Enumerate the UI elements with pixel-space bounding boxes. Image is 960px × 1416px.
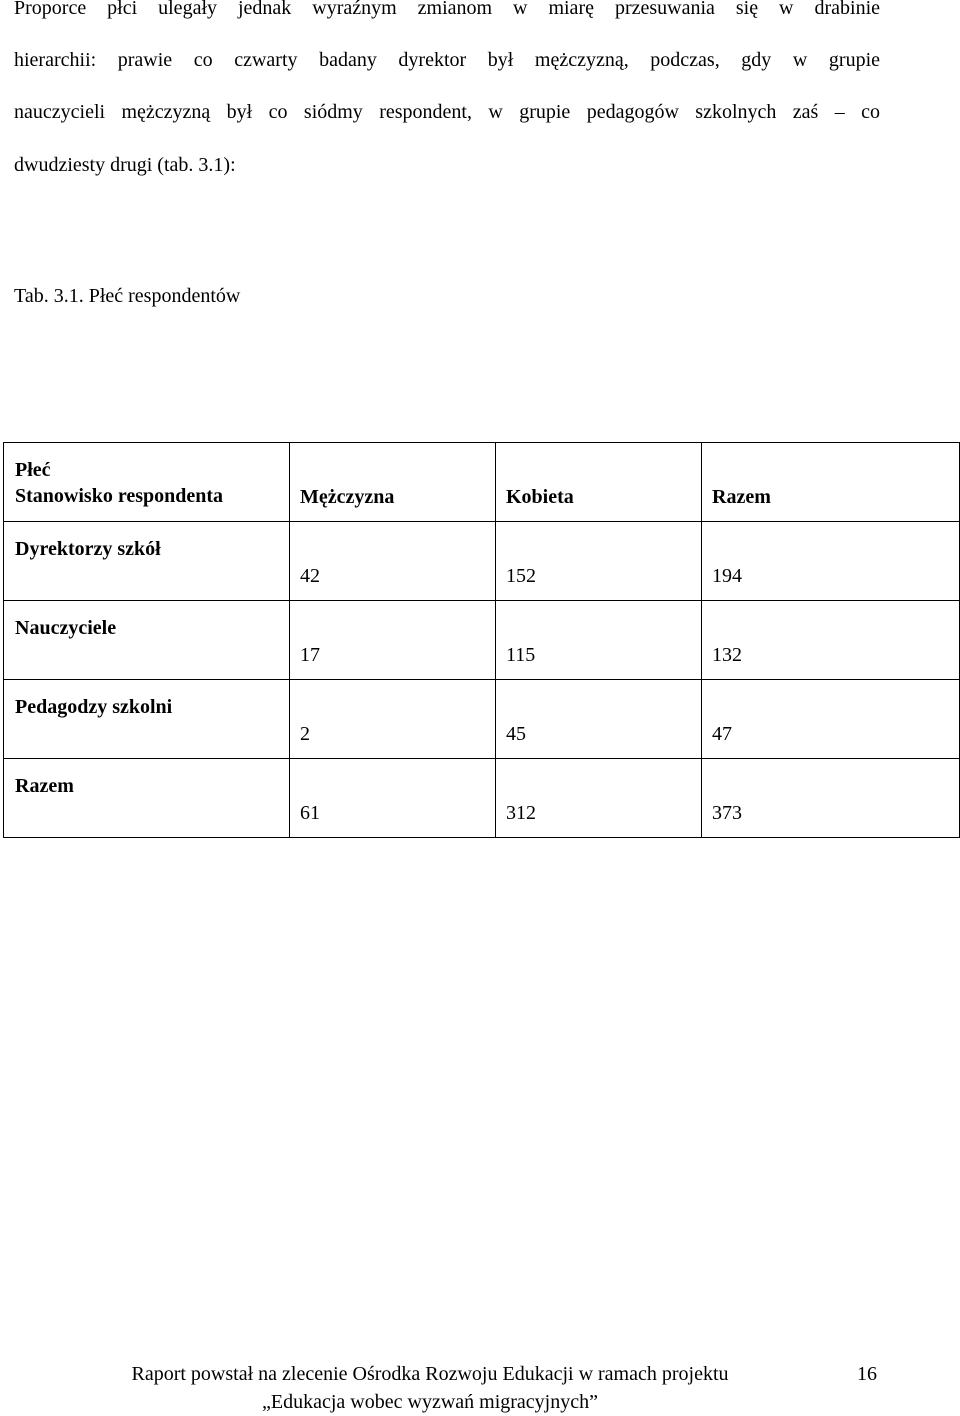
row-label-cell — [4, 680, 290, 759]
cell-value: 61 — [300, 802, 320, 824]
body-text-line-4: dwudziesty drugi (tab. 3.1): — [14, 154, 236, 176]
header-cell-male — [290, 443, 496, 522]
table-cell — [290, 601, 496, 680]
row-label: Nauczyciele — [15, 617, 117, 639]
column-header-female: Kobieta — [506, 486, 574, 508]
row-label-cell — [4, 601, 290, 680]
cell-value: 194 — [712, 565, 742, 587]
footer-line-2: „Edukacja wobec wyzwań migracyjnych” — [262, 1391, 598, 1413]
table-row — [4, 680, 960, 759]
table-cell — [702, 680, 960, 759]
cell-value: 312 — [506, 802, 536, 824]
table-cell — [290, 680, 496, 759]
body-text-line-2: hierarchii: prawie co czwarty badany dyrektor był mężczyzną, podczas, gdy w grupie — [14, 49, 880, 71]
table-row-total — [4, 759, 960, 838]
table-cell — [496, 680, 702, 759]
gender-table — [3, 442, 960, 838]
body-text-line-1: Proporce płci ulegały jednak wyraźnym zmianom w miarę przesuwania się w drabinie — [14, 0, 880, 19]
row-label: Razem — [15, 775, 74, 797]
cell-value: 2 — [300, 723, 310, 745]
table-cell — [702, 759, 960, 838]
cell-value: 47 — [712, 723, 732, 745]
page-footer — [0, 1360, 860, 1416]
header-cell-total — [702, 443, 960, 522]
table-caption: Tab. 3.1. Płeć respondentów — [14, 285, 241, 307]
cell-value: 17 — [300, 644, 320, 666]
column-header-male: Mężczyzna — [300, 486, 395, 508]
row-label-cell — [4, 759, 290, 838]
page-number: 16 — [857, 1363, 877, 1385]
table-cell — [496, 759, 702, 838]
cell-value: 152 — [506, 565, 536, 587]
cell-value: 42 — [300, 565, 320, 587]
body-text-line-3: nauczycieli mężczyzną był co siódmy respondent, w grupie pedagogów szkolnych zaś – co — [14, 101, 880, 123]
table-header-row — [4, 443, 960, 522]
table-cell — [290, 522, 496, 601]
table-cell — [702, 522, 960, 601]
cell-value: 115 — [506, 644, 536, 666]
table-cell — [496, 601, 702, 680]
table-row — [4, 601, 960, 680]
row-label: Dyrektorzy szkół — [15, 538, 161, 560]
table-cell — [290, 759, 496, 838]
column-header-total: Razem — [712, 486, 771, 508]
corner-label-position: Stanowisko respondenta — [15, 485, 224, 507]
row-label-cell — [4, 522, 290, 601]
cell-value: 132 — [712, 644, 742, 666]
cell-value: 45 — [506, 723, 526, 745]
header-cell-female — [496, 443, 702, 522]
corner-label-gender: Płeć — [15, 459, 51, 481]
table-cell — [702, 601, 960, 680]
table-corner-cell — [4, 443, 290, 522]
footer-line-1: Raport powstał na zlecenie Ośrodka Rozwoju Edukacji w ramach projektu — [131, 1363, 729, 1385]
row-label: Pedagodzy szkolni — [15, 696, 173, 718]
table-cell — [496, 522, 702, 601]
table-corner-labels — [15, 457, 223, 509]
table-row — [4, 522, 960, 601]
cell-value: 373 — [712, 802, 742, 824]
